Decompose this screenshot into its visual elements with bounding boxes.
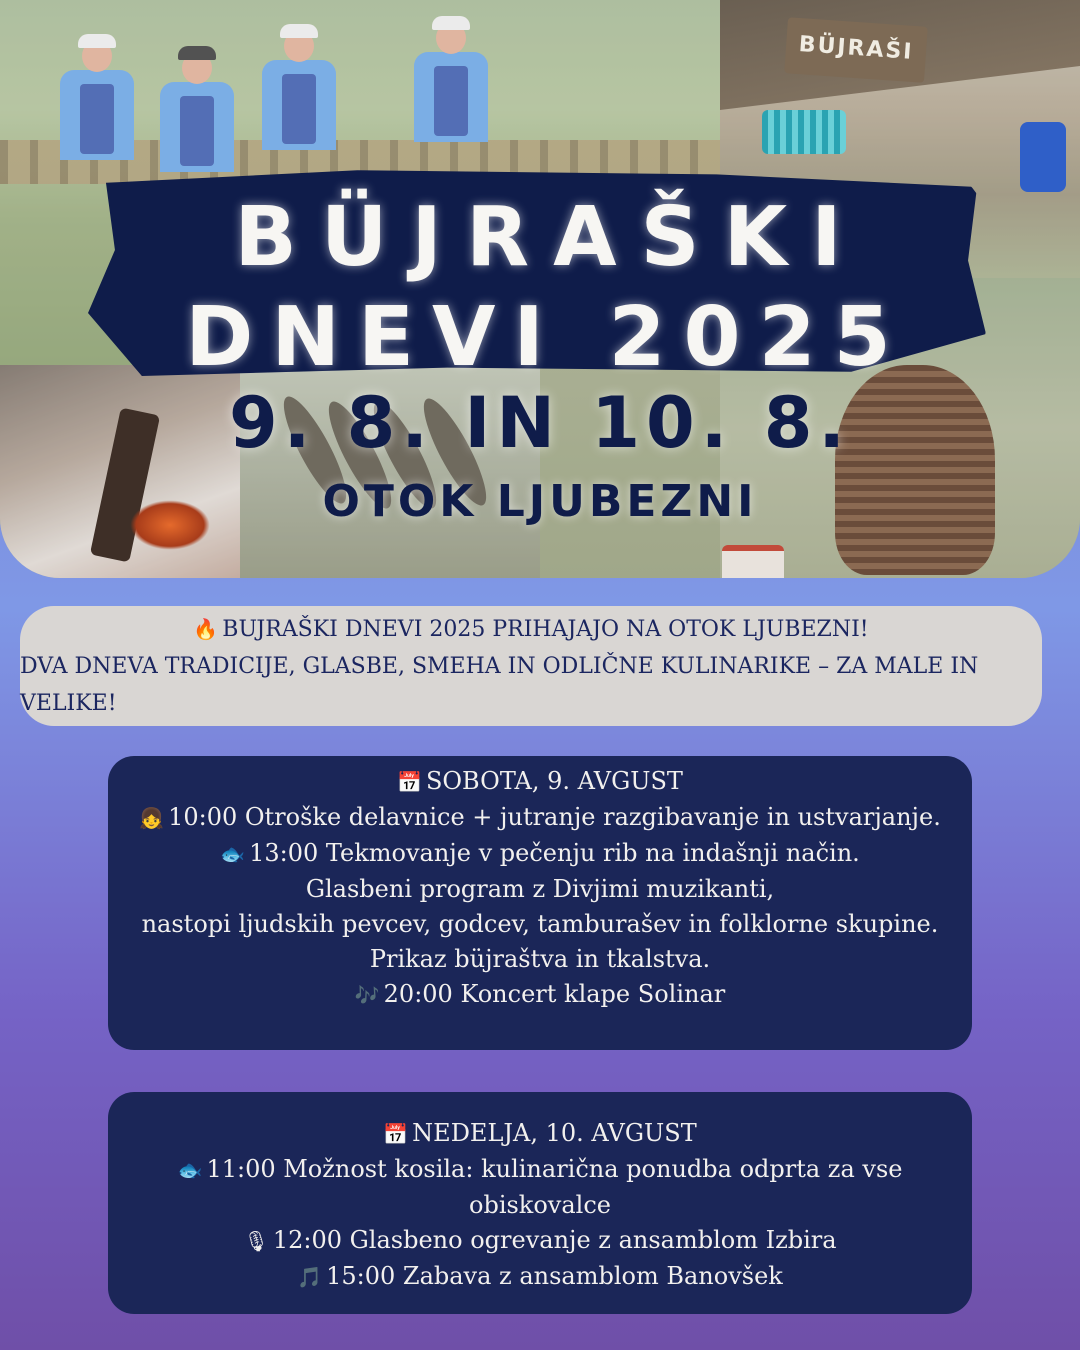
saturday-program-card <box>108 756 972 1050</box>
intro-line1: 🔥 BUJRAŠKI DNEVI 2025 PRIHAJAJO NA OTOK LJUBEZNI! <box>193 616 869 642</box>
music-note-icon: 🎵 <box>297 1265 323 1289</box>
hut-sign: BÜJRAŠI <box>784 17 928 83</box>
intro-line2: DVA DNEVA TRADICIJE, GLASBE, SMEHA IN ODLIČNE KULINARIKE – ZA MALE IN VELIKE! <box>20 653 979 716</box>
sunday-program-card <box>108 1092 972 1314</box>
program-item: Prikaz büjraštva in tkalstva. <box>369 945 711 973</box>
event-title-line1: BÜJRAŠKI <box>234 190 866 285</box>
program-item: 👧 10:00 Otroške delavnice + jutranje razgibavanje in ustvarjanje. <box>139 803 941 831</box>
sunday-heading: 📅 NEDELJA, 10. AVGUST <box>383 1119 697 1147</box>
child-icon: 👧 <box>139 806 165 830</box>
program-item: 🐟 13:00 Tekmovanje v pečenju rib na indašnji način. <box>220 839 860 867</box>
program-item: 🎙 12:00 Glasbeno ogrevanje z ansamblom Izbira <box>243 1226 837 1254</box>
music-notes-icon: 🎶 <box>354 983 380 1007</box>
fish-icon: 🐟 <box>177 1158 203 1182</box>
program-item: nastopi ljudskih pevcev, godcev, tamburašev in folklorne skupine. <box>141 910 939 938</box>
microphone-icon: 🎙 <box>243 1229 269 1253</box>
basket-image <box>762 110 846 154</box>
enamel-mug-image <box>722 545 784 578</box>
program-item: Glasbeni program z Divjimi muzikanti, <box>305 875 775 903</box>
fish-icon: 🐟 <box>220 842 246 866</box>
calendar-icon: 📅 <box>383 1122 409 1146</box>
intro-banner <box>20 606 1042 726</box>
program-item: 🐟 11:00 Možnost kosila: kulinarična ponudba odprta za vse obiskovalce <box>177 1155 903 1219</box>
fire-icon: 🔥 <box>193 616 219 641</box>
jacket-image <box>1020 122 1066 192</box>
program-item: 🎶 20:00 Koncert klape Solinar <box>354 980 726 1008</box>
calendar-icon: 📅 <box>397 770 422 794</box>
event-title-line2: DNEVI 2025 <box>185 290 909 385</box>
program-item: 🎵 15:00 Zabava z ansamblom Banovšek <box>297 1262 783 1290</box>
saturday-heading: 📅 SOBOTA, 9. AVGUST <box>397 767 683 795</box>
event-location: OTOK LJUBEZNI <box>322 476 758 527</box>
event-dates: 9. 8. IN 10. 8. <box>228 382 851 464</box>
